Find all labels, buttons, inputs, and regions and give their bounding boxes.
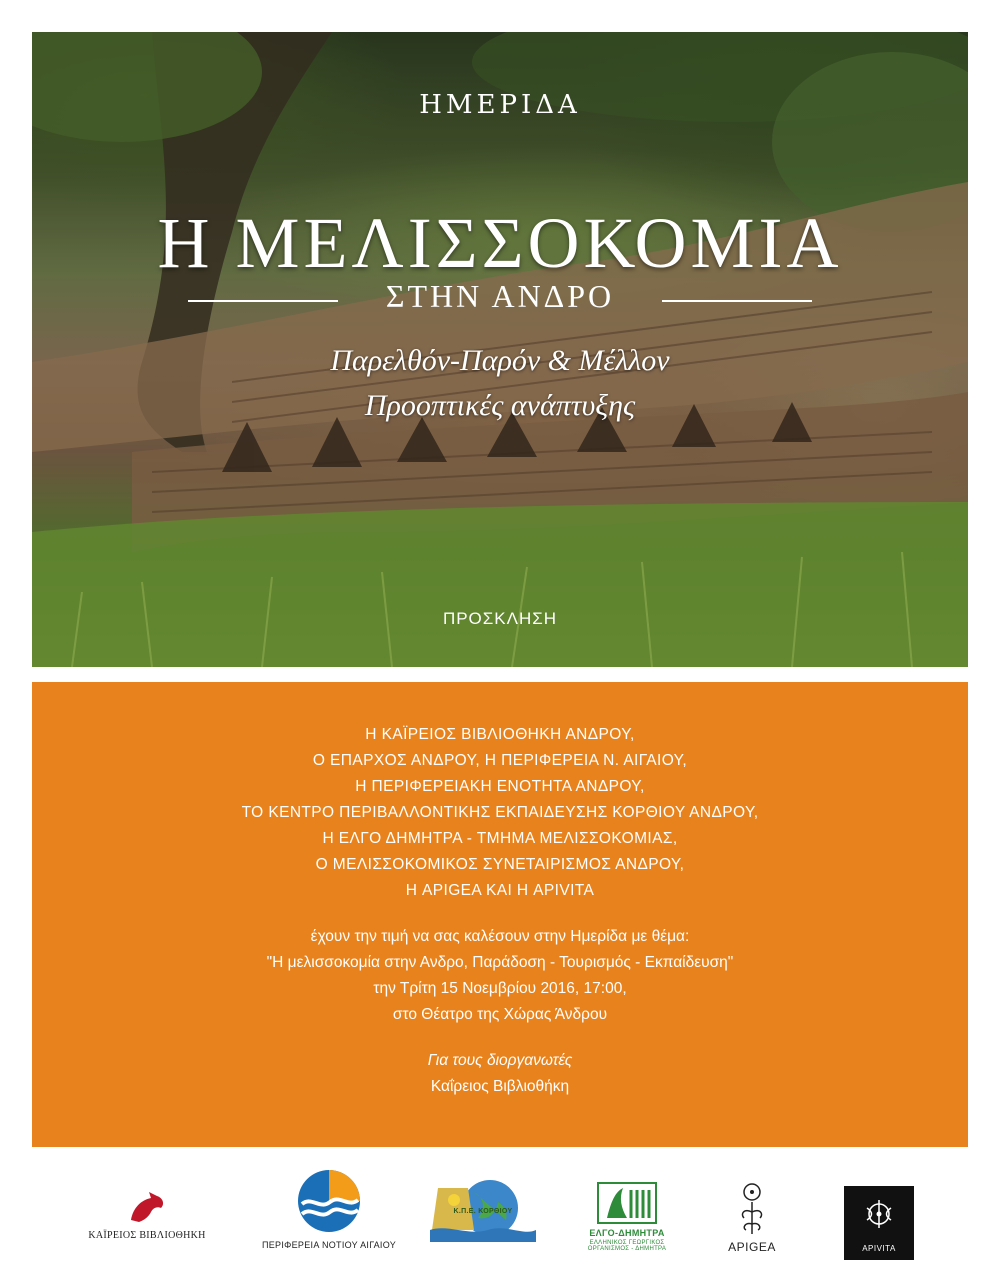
elgo-subcaption: ΕΛΛΗΝΙΚΟΣ ΓΕΩΡΓΙΚΟΣ ΟΡΓΑΝΙΣΜΟΣ - ΔΗΜΗΤΡΑ <box>587 1240 667 1252</box>
signature-for: Για τους διοργανωτές <box>427 1052 573 1069</box>
event-subtitle: ΣΤΗΝ ΑΝΔΡΟ <box>385 278 615 314</box>
message-line: "Η μελισσοκομία στην Ανδρο, Παράδοση - Τουρισμός - Εκπαίδευση" <box>266 954 734 971</box>
elgo-dimitra-icon <box>597 1182 657 1224</box>
message-line: την Τρίτη 15 Νοεμβρίου 2016, 17:00, <box>373 980 627 997</box>
apigea-bee-icon <box>732 1182 772 1236</box>
signature-name: Καΐρειος Βιβλιοθήκη <box>430 1078 570 1095</box>
logo-apivita <box>844 1168 914 1268</box>
organizer-line: Η ΚΑΪΡΕΙΟΣ ΒΙΒΛΙΟΘΗΚΗ ΑΝΔΡΟΥ, <box>365 726 635 743</box>
sponsor-logos <box>32 1168 968 1268</box>
logo-apigea <box>712 1168 792 1268</box>
organizer-line: Η ΕΛΓΟ ΔΗΜΗΤΡΑ - ΤΜΗΜΑ ΜΕΛΙΣΣΟΚΟΜΙΑΣ, <box>322 830 678 847</box>
kaireios-caption: ΚΑΪΡΕΙΟΣ ΒΙΒΛΙΟΘΗΚΗ <box>88 1230 206 1241</box>
tagline-line1: Παρελθόν-Παρόν & Μέλλον <box>330 344 670 377</box>
logo-elgo <box>572 1168 682 1268</box>
kaireios-horse-icon <box>127 1190 167 1224</box>
organizer-line: Ο ΜΕΛΙΣΣΟΚΟΜΙΚΟΣ ΣΥΝΕΤΑΙΡΙΣΜΟΣ ΑΝΔΡΟΥ, <box>315 856 685 873</box>
hero-photo-panel <box>32 32 968 667</box>
elgo-caption: ΕΛΓΟ-ΔΗΜΗΤΡΑ <box>589 1228 665 1238</box>
periferia-emblem-icon <box>296 1168 362 1234</box>
invitation-message <box>32 924 968 1028</box>
logo-kaireios <box>72 1168 222 1268</box>
organizer-line: Η ΠΕΡΙΦΕΡΕΙΑΚΗ ΕΝΟΤΗΤΑ ΑΝΔΡΟΥ, <box>355 778 645 795</box>
subtitle-row <box>188 278 812 318</box>
logo-kpe <box>418 1168 548 1268</box>
invitation-body <box>32 682 968 1147</box>
apigea-caption: APIGEA <box>728 1240 776 1254</box>
event-type-heading: ΗΜΕΡΙΔΑ <box>419 90 581 120</box>
logo-periferia <box>254 1168 404 1268</box>
divider-right <box>662 300 812 302</box>
organizer-line: Η APIGEA ΚΑΙ Η APIVITA <box>405 882 595 899</box>
organizer-line: Ο ΕΠΑΡΧΟΣ ΑΝΔΡΟΥ, Η ΠΕΡΙΦΕΡΕΙΑ Ν. ΑΙΓΑΙΟΥ, <box>312 752 688 769</box>
kpe-caption: Κ.Π.Ε. ΚΟΡΘΙΟΥ <box>453 1208 513 1215</box>
apivita-caption: APIVITA <box>862 1244 896 1253</box>
signature <box>32 1048 968 1100</box>
periferia-caption: ΠΕΡΙΦΕΡΕΙΑ ΝΟΤΙΟΥ ΑΙΓΑΙΟΥ <box>261 1240 397 1250</box>
apivita-bee-icon <box>859 1194 899 1234</box>
event-title: Η ΜΕΛΙΣΣΟΚΟΜΙΑ <box>157 203 843 283</box>
organizers-list <box>32 722 968 904</box>
invitation-label: ΠΡΟΣΚΛΗΣΗ <box>442 609 558 628</box>
tagline-line2: Προοπτικές ανάπτυξης <box>364 389 636 422</box>
message-line: στο Θέατρο της Χώρας Άνδρου <box>392 1006 608 1023</box>
organizer-line: ΤΟ ΚΕΝΤΡΟ ΠΕΡΙΒΑΛΛΟΝΤΙΚΗΣ ΕΚΠΑΙΔΕΥΣΗΣ ΚΟΡΘΙΟΥ ΑΝΔΡΟΥ, <box>241 804 759 821</box>
divider-left <box>188 300 338 302</box>
message-line: έχουν την τιμή να σας καλέσουν στην Ημερίδα με θέμα: <box>310 928 690 945</box>
